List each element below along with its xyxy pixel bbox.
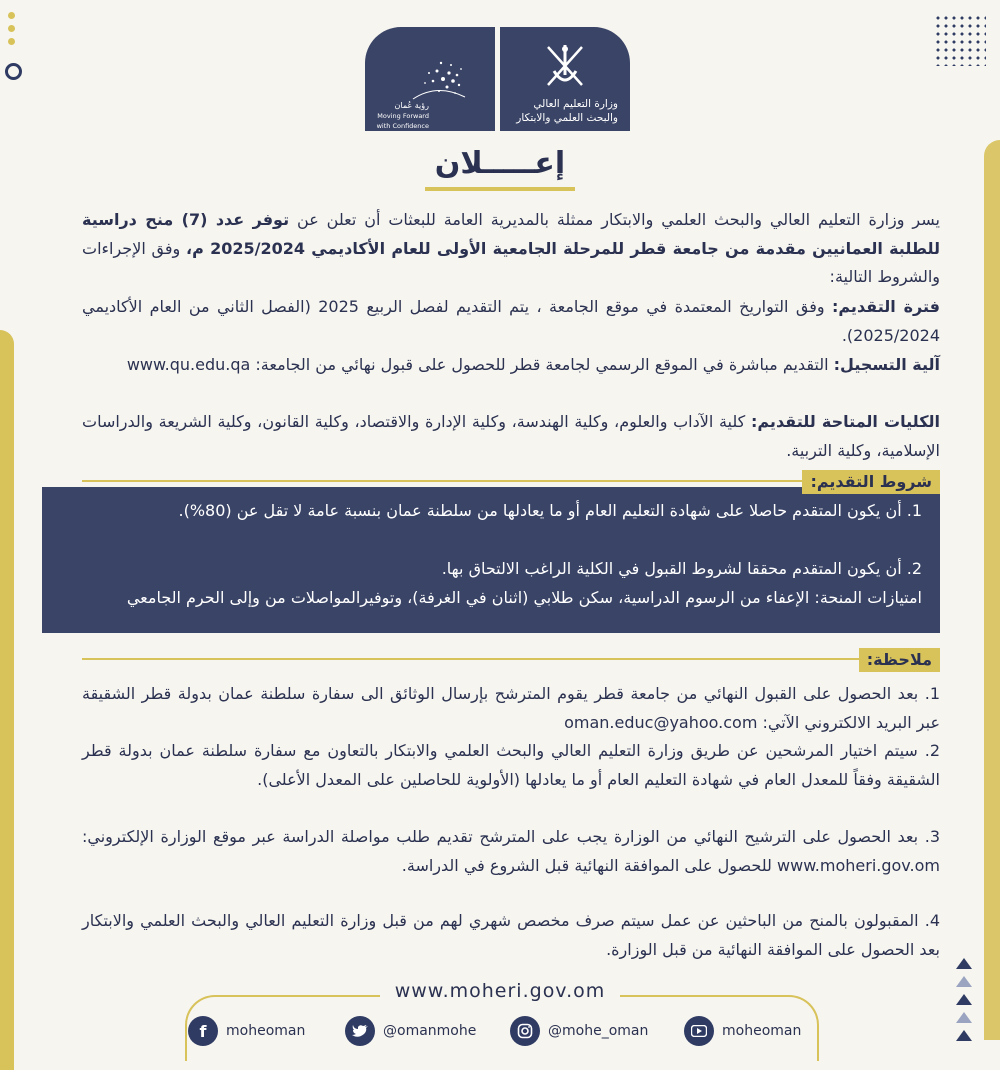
facebook-icon: f — [188, 1016, 218, 1046]
period-label: فترة التقديم: — [831, 297, 940, 316]
youtube-handle: moheoman — [722, 1023, 802, 1039]
note-1: 1. بعد الحصول على القبول النهائي من جامعة قطر يقوم المترشح بإرسال الوثائق الى سفارة سلطنة عمان بدولة قطر الشقيقة عبر البريد الالكتروني الآتي: oman.educ@yahoo.com — [82, 684, 940, 732]
intro-paragraph — [82, 206, 940, 292]
period-section — [82, 293, 940, 350]
footer-url[interactable]: www.moheri.gov.om — [380, 980, 620, 1002]
decor-dot — [8, 12, 15, 19]
vision-logo — [365, 27, 495, 131]
note-3: 3. بعد الحصول على الترشيح النهائي من الوزارة يجب على المترشح تقديم طلب مواصلة الدراسة عبر موقع الوزارة الإلكتروني: www.moheri.gov.om للحصول على الموافقة النهائية قبل الشروع في الدراسة. — [82, 827, 940, 875]
ministry-name-line2: والبحث العلمي والابتكار — [516, 112, 618, 124]
registration-url[interactable]: www.qu.edu.qa — [126, 355, 251, 374]
decor-triangle-icon — [956, 976, 972, 987]
conditions-box — [42, 487, 940, 633]
decor-triangle-icon — [956, 994, 972, 1005]
vision-text: رؤية عُمان — [394, 101, 429, 110]
registration-label: آلية التسجيل: — [833, 355, 940, 374]
decor-right-bar — [984, 140, 1000, 1040]
ministry-name-line1: وزارة التعليم العالي — [533, 98, 618, 110]
decor-left-bar — [0, 330, 14, 1070]
ministry-logo — [500, 27, 630, 131]
period-text: وفق التواريخ المعتمدة في موقع الجامعة ، يتم التقديم لفصل الربيع 2025 (الفصل الثاني من العام الأكاديمي 2025/2024). — [82, 297, 940, 345]
intro-bold-text: توفر عدد (7) منح دراسية للطلبة العمانيين مقدمة من جامعة قطر للمرحلة الجامعية الأولى للعام الأكاديمي 2025/2024 م، — [82, 210, 940, 258]
decor-ring-icon — [5, 63, 22, 80]
twitter-handle: @omanmohe — [383, 1023, 477, 1039]
intro-text: يسر وزارة التعليم العالي والبحث العلمي والابتكار ممثلة بالمديرية العامة للبعثات أن تعلن عن — [297, 210, 940, 229]
decor-triangle-icon — [956, 1030, 972, 1041]
twitter-link[interactable] — [345, 1014, 476, 1048]
twitter-icon — [345, 1016, 375, 1046]
colleges-section — [82, 408, 940, 465]
colleges-label: الكليات المتاحة للتقديم: — [750, 412, 941, 431]
colleges-text: كلية الآداب والعلوم، وكلية الهندسة، وكلية الإدارة والاقتصاد، وكلية القانون، وكلية الشريعة والدراسات الإسلامية، وكلية التربية. — [82, 412, 940, 460]
youtube-link[interactable] — [684, 1014, 801, 1048]
condition-1: 1. أن يكون المتقدم حاصلا على شهادة التعليم العام أو ما يعادلها من سلطنة عمان بنسبة عامة لا تقل عن (80%). — [178, 501, 922, 520]
intro-end-text: وفق الإجراءات والشروط التالية: — [82, 238, 940, 286]
instagram-handle: @mohe_oman — [548, 1023, 649, 1039]
vision-sphere-icon — [403, 49, 469, 109]
instagram-icon — [510, 1016, 540, 1046]
vision-subtext: Moving Forward with Confidence — [376, 112, 429, 130]
registration-section — [82, 351, 940, 380]
instagram-link[interactable] — [510, 1014, 648, 1048]
section-divider — [82, 658, 940, 660]
registration-text: التقديم مباشرة في الموقع الرسمي لجامعة قطر للحصول على قبول نهائي من الجامعة: — [255, 355, 829, 374]
oman-emblem-icon — [540, 41, 590, 93]
conditions-label: شروط التقديم: — [802, 470, 940, 494]
decor-dot — [8, 38, 15, 45]
decor-dot-grid — [934, 14, 986, 66]
decor-triangle-icon — [956, 1012, 972, 1023]
decor-triangle-icon — [956, 958, 972, 969]
page-title: إعـــــلان — [434, 146, 566, 181]
decor-dot — [8, 25, 15, 32]
note-2: 2. سيتم اختيار المرشحين عن طريق وزارة التعليم العالي والبحث العلمي والابتكار بالتعاون مع سفارة سلطنة عمان بدولة قطر الشقيقة وفقاً للمعدل العام في شهادة التعليم العام أو ما يعادلها (الأولوية للحاصلين على المعدل الأعلى). — [82, 741, 940, 789]
note-4: 4. المقبولون بالمنح من الباحثين عن عمل سيتم صرف مخصص شهري لهم من قبل وزارة التعليم العالي والبحث العلمي والابتكار بعد الحصول على الموافقة النهائية من قبل الوزارة. — [82, 911, 940, 959]
facebook-handle: moheoman — [226, 1023, 306, 1039]
benefits-text: امتيازات المنحة: الإعفاء من الرسوم الدراسية، سكن طلابي (اثنان في الغرفة)، وتوفيرالمواصلات من وإلى الحرم الجامعي — [126, 588, 922, 607]
title-underline — [425, 187, 575, 191]
notes-label: ملاحظة: — [859, 648, 940, 672]
facebook-link[interactable] — [188, 1014, 305, 1048]
condition-2: 2. أن يكون المتقدم محققا لشروط القبول في الكلية الراغب الالتحاق بها. — [441, 559, 922, 578]
youtube-icon — [684, 1016, 714, 1046]
